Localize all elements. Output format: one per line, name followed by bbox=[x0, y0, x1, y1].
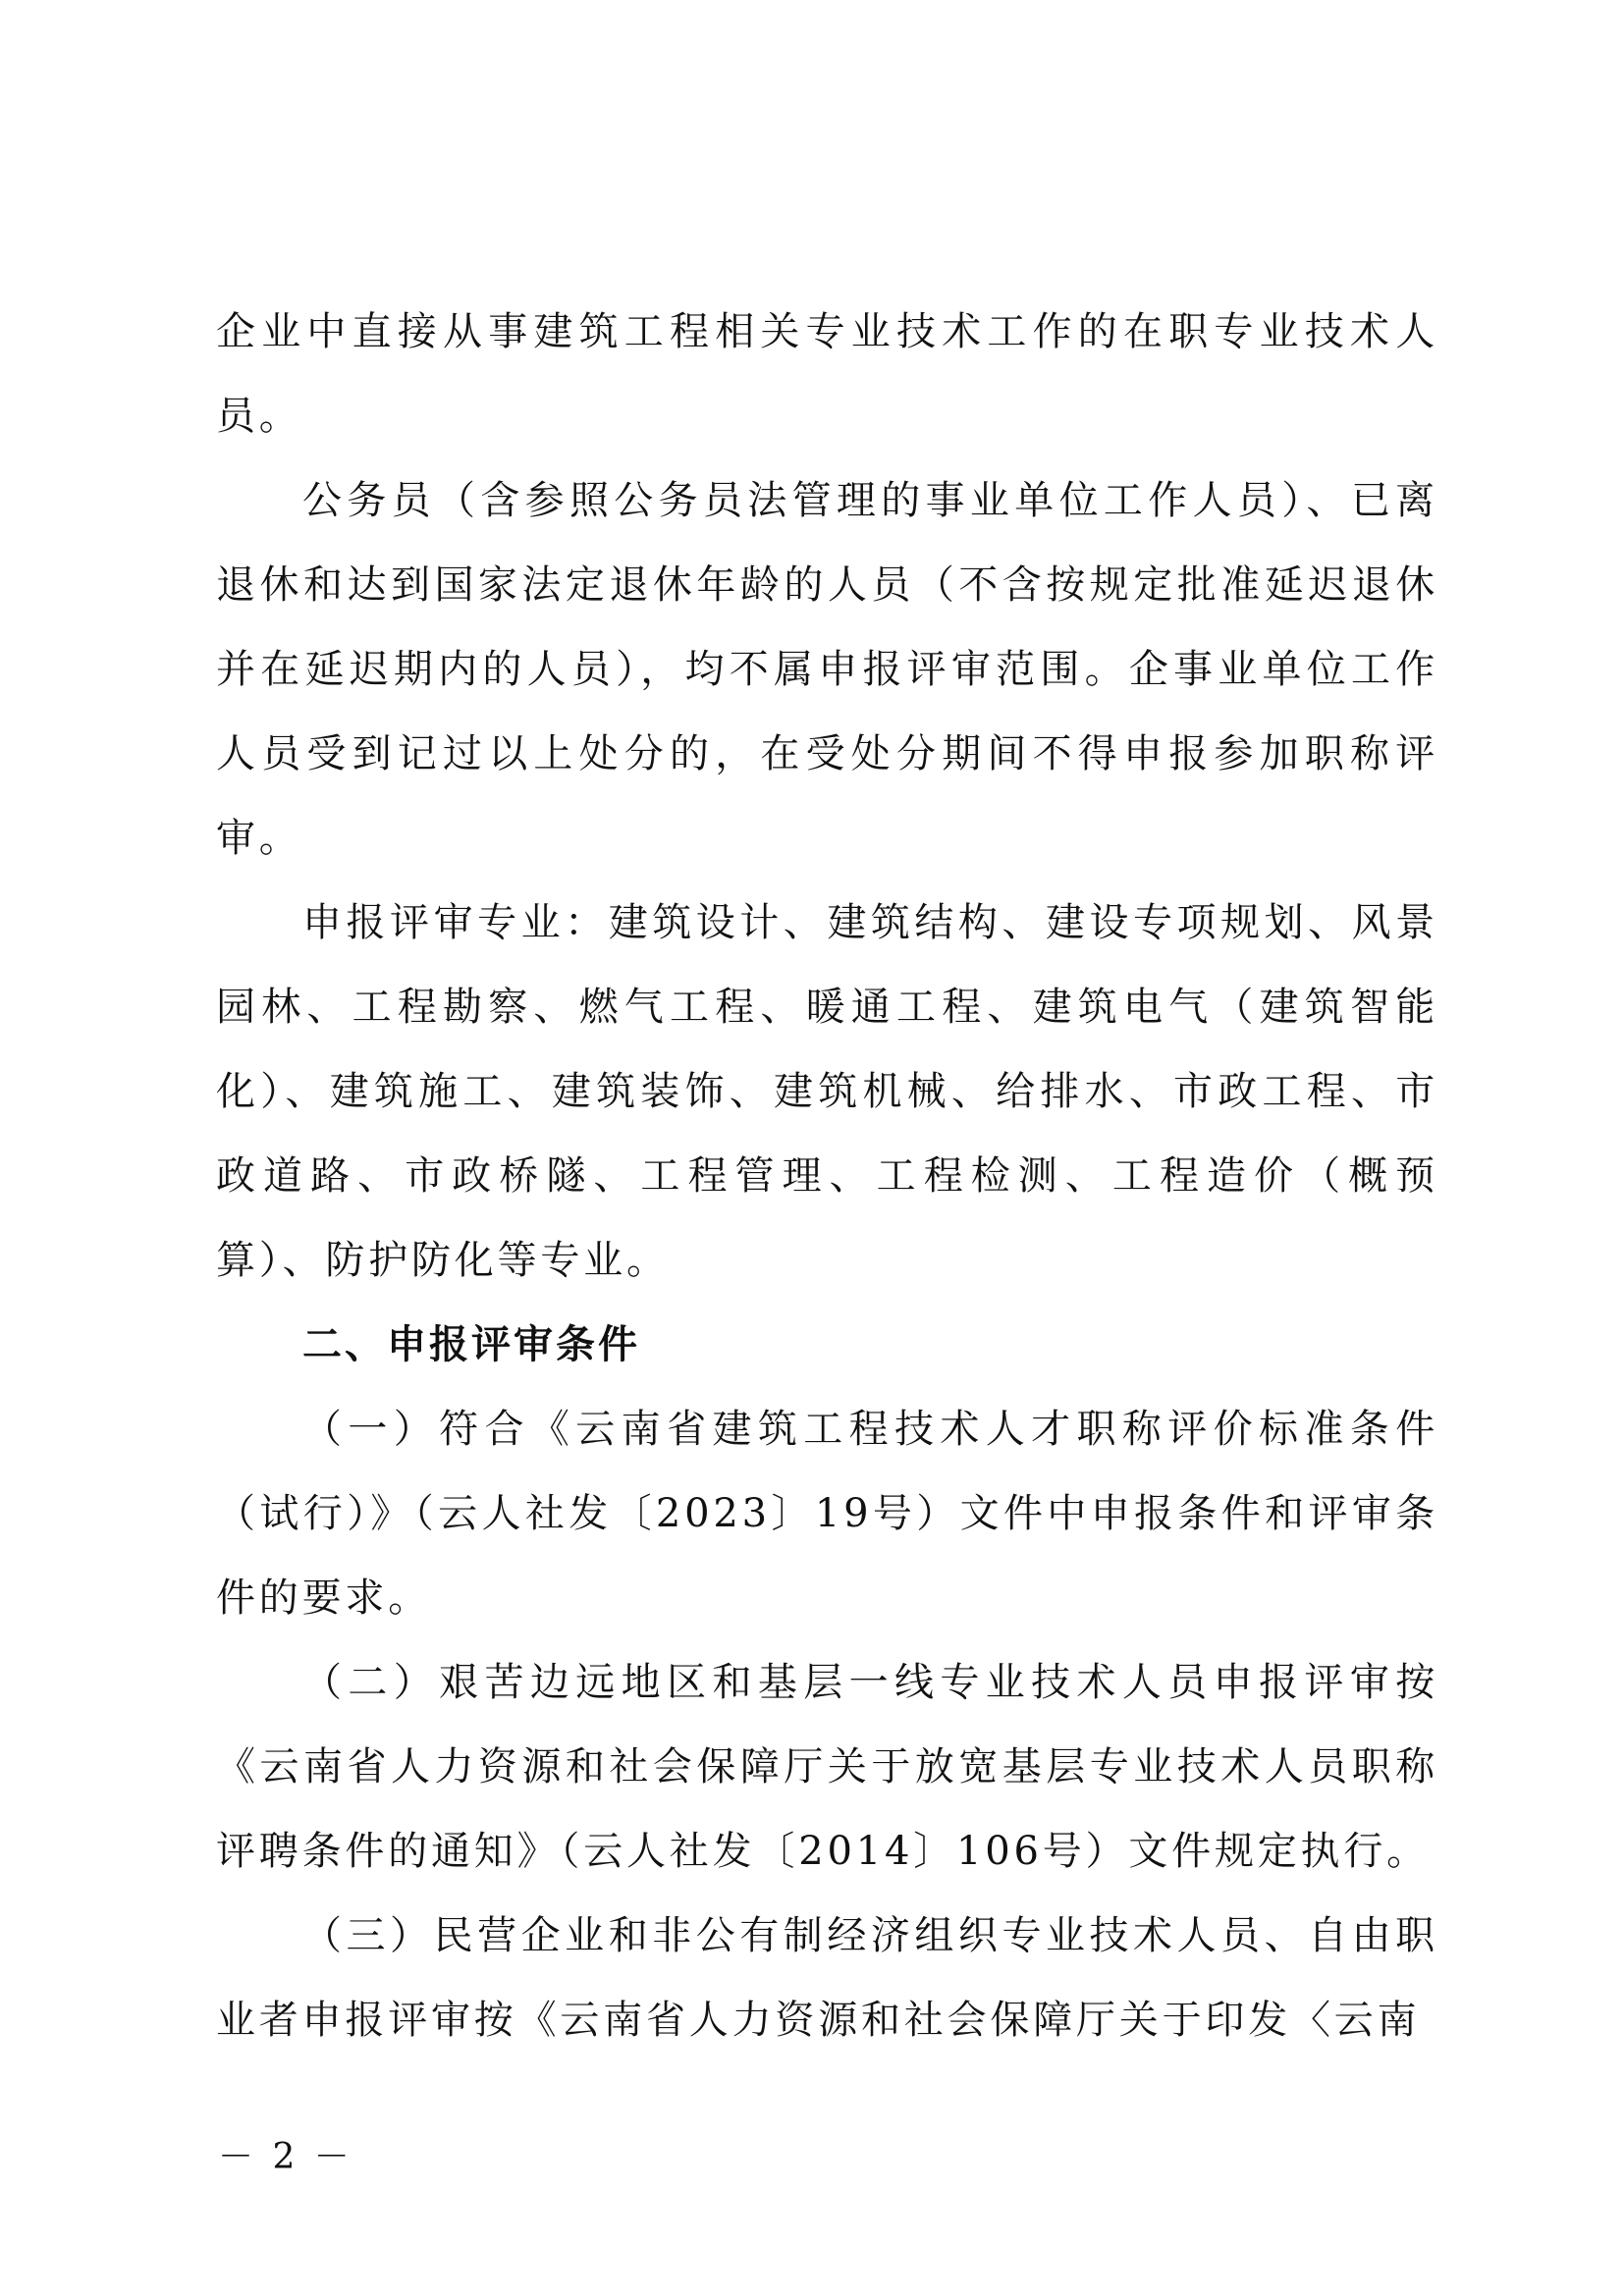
condition-item-1: （一）符合《云南省建筑工程技术人才职称评价标准条件（试行）》（云人社发〔2023〕19号）文件中申报条件和评审条件的要求。 bbox=[216, 1407, 1438, 1621]
paragraph-specialties: 申报评审专业：建筑设计、建筑结构、建设专项规划、风景园林、工程勘察、燃气工程、暖通工程、建筑电气（建筑智能化）、建筑施工、建筑装饰、建筑机械、给排水、市政工程、市政道路、市政桥隧、工程管理、工程检测、工程造价（概预算）、防护防化等专业。 bbox=[216, 900, 1438, 1283]
page-number: － 2 － bbox=[218, 2137, 353, 2177]
condition-item-3: （三）民营企业和非公有制经济组织专业技术人员、自由职业者申报评审按《云南省人力资源和社会保障厅关于印发〈云南 bbox=[216, 1913, 1438, 2043]
document-body bbox=[216, 290, 1438, 2062]
section-heading: 二、申报评审条件 bbox=[302, 1322, 640, 1367]
paragraph-eligible-personnel: 企业中直接从事建筑工程相关专业技术工作的在职专业技术人员。 bbox=[216, 309, 1438, 439]
paragraph-exclusions: 公务员（含参照公务员法管理的事业单位工作人员）、已离退休和达到国家法定退休年龄的人员（不含按规定批准延迟退休并在延迟期内的人员），均不属申报评审范围。企事业单位工作人员受到记过以上处分的，在受处分期间不得申报参加职称评审。 bbox=[216, 478, 1438, 861]
condition-item-2: （二）艰苦边远地区和基层一线专业技术人员申报评审按《云南省人力资源和社会保障厅关于放宽基层专业技术人员职称评聘条件的通知》（云人社发〔2014〕106号）文件规定执行。 bbox=[216, 1660, 1438, 1874]
